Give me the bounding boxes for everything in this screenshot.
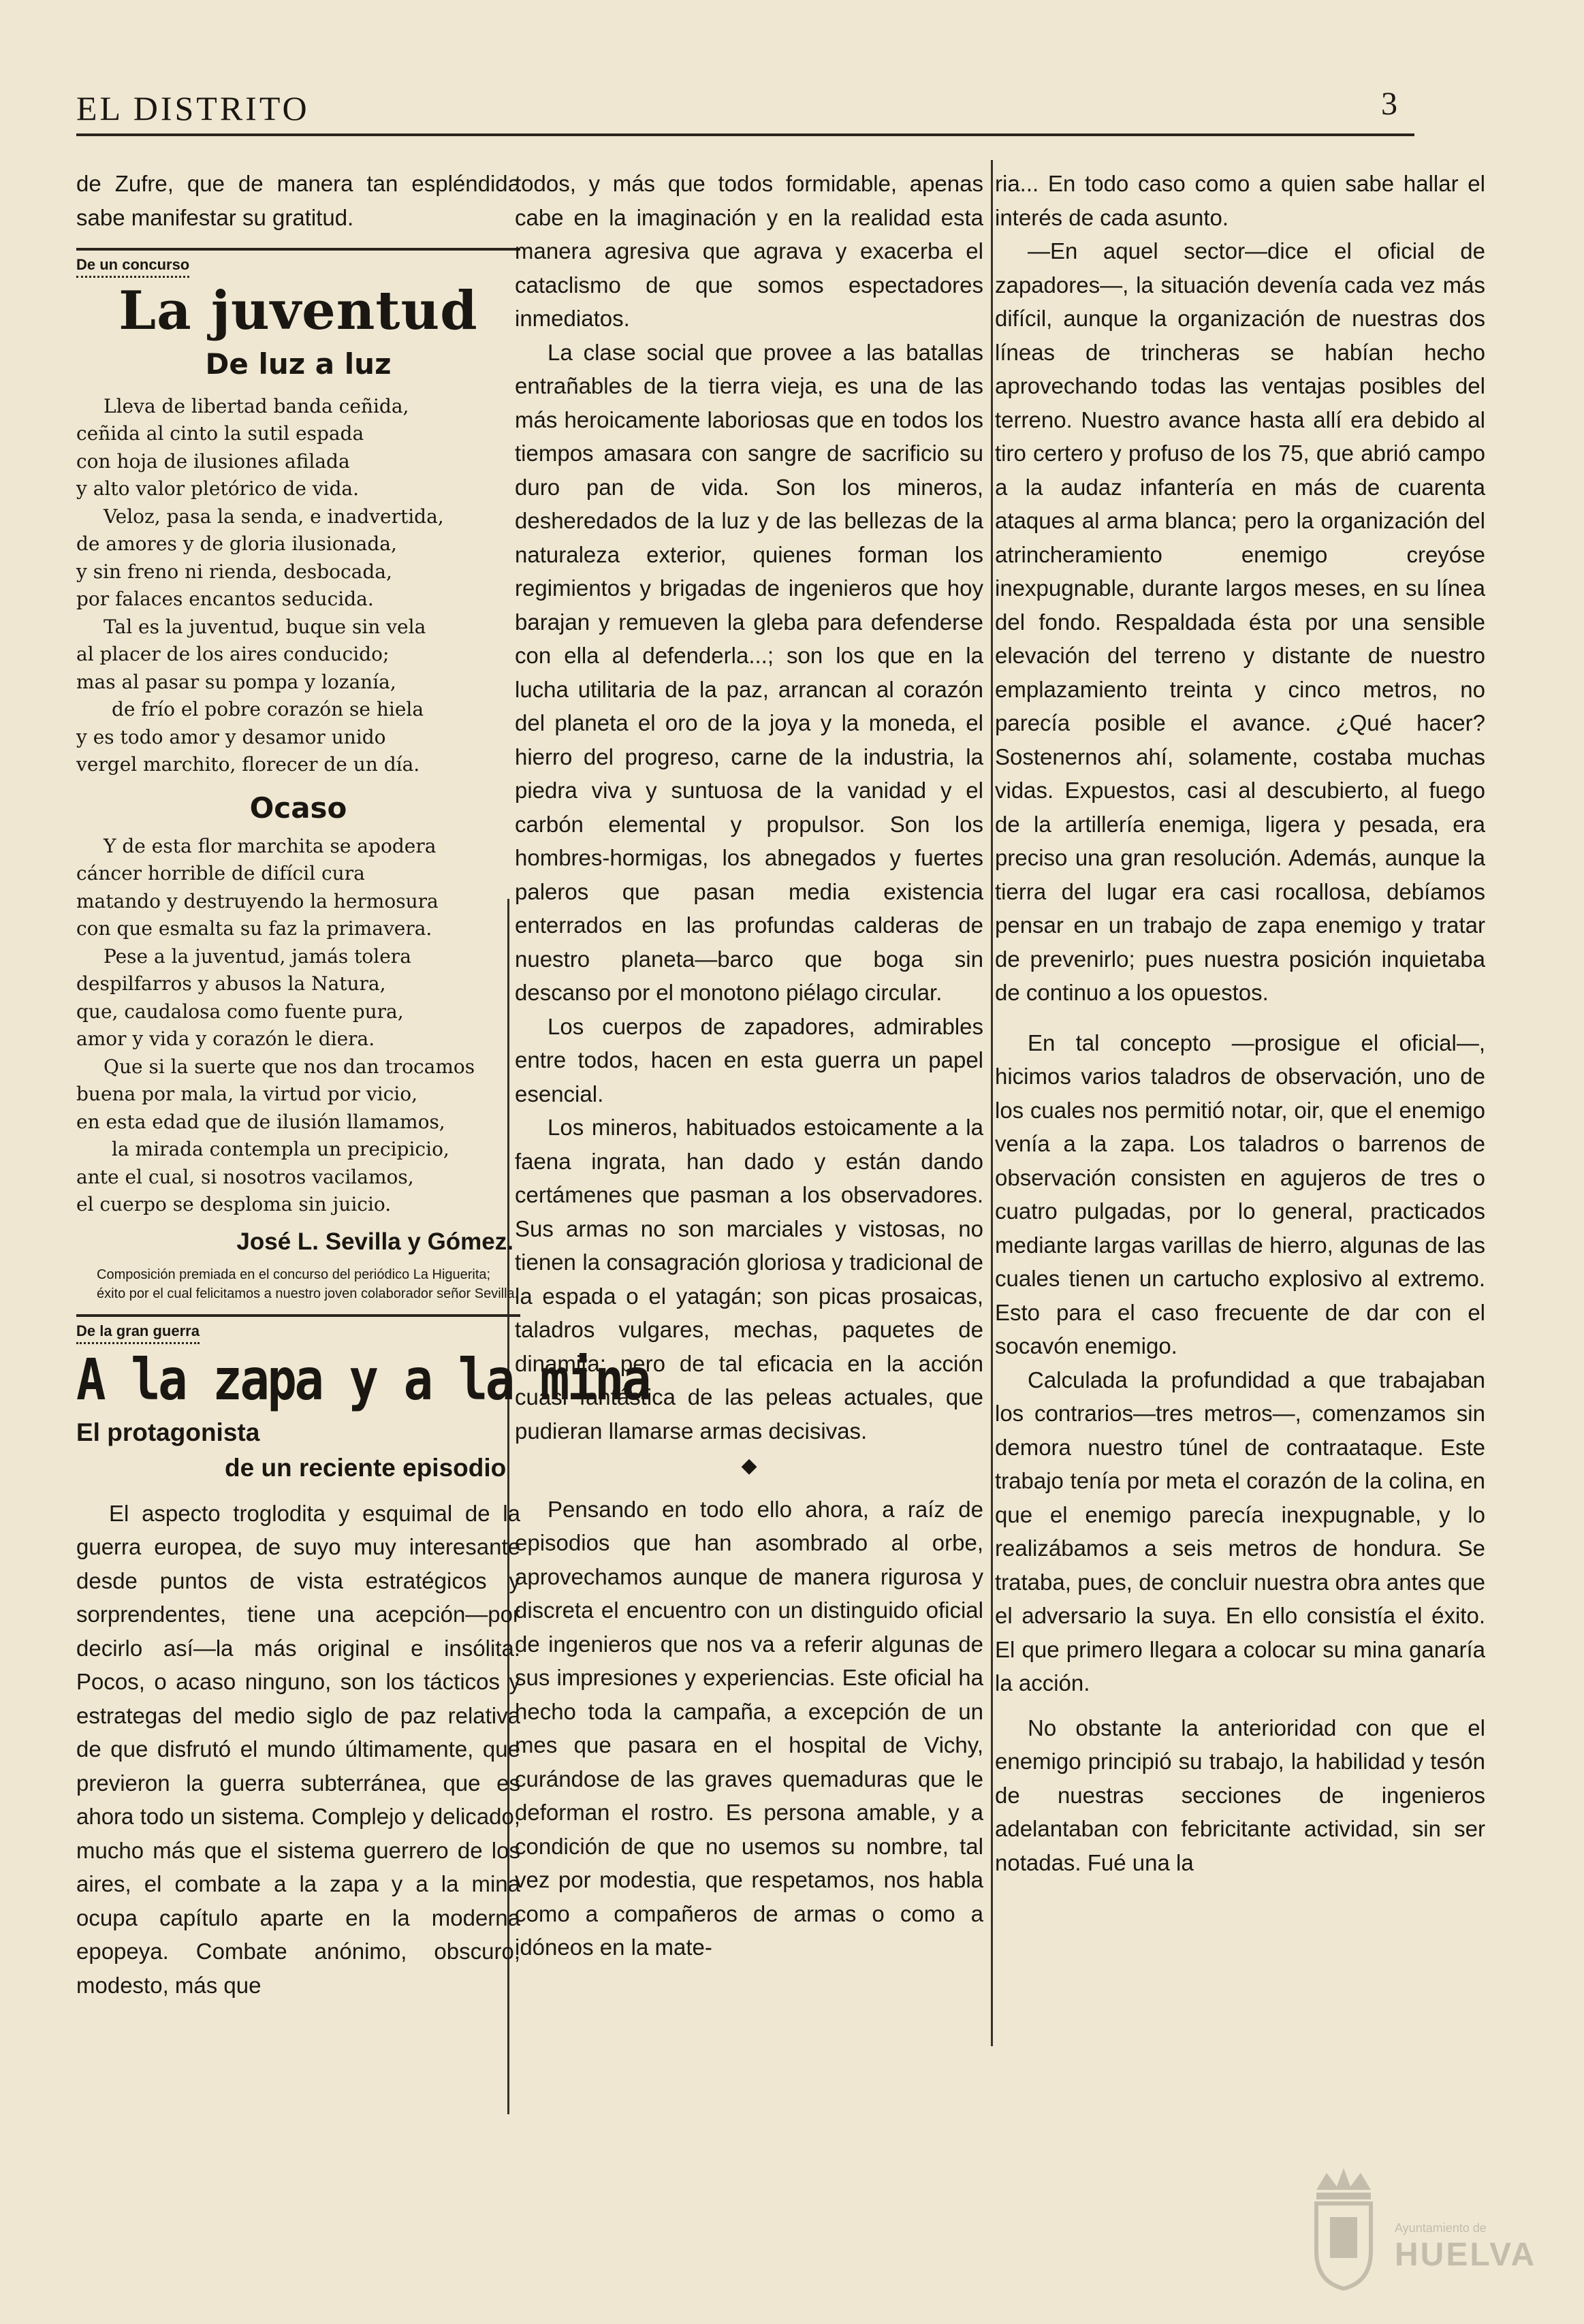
article-body [995,167,1485,1879]
crown-shield-icon [1306,2163,1381,2292]
poem-line: mas al pasar su pompa y lozanía, [76,670,396,693]
paragraph: El aspecto troglodita y esquimal de la guerra europea, de suyo muy interesante desde puntos de vista estratégicos y sorprendentes, tiene una acepción—por decirlo así—la más original e insólita. Pocos, o acaso ninguno, son los tácticos y estrategas del medio siglo de paz relativa de que disfrutó el mundo últimamente, que previeron la guerra subterránea, que es ahora todo un sistema. Complejo y delicado, mucho más que el sistema guerrero de los aires, el combate a la zapa y a la mina ocupa capítulo aparte en la moderna epopeya. Combate anónimo, obscuro, modesto, más que [76,1500,520,1998]
poem-line: buena por mala, la virtud por vicio, [76,1083,417,1106]
paragraph: ria... En todo caso como a quien sabe hallar el interés de cada asunto. [995,171,1485,230]
carry-over-text [76,167,520,234]
poem-line: Lleva de libertad banda ceñida, [104,394,409,417]
poem-line: Y de esta flor marchita se apodera [104,834,437,857]
article-subtitle: El protagonista [76,1418,260,1446]
paragraph: No obstante la anterioridad con que el enemigo principió su trabajo, la habilidad y tesón de nuestras secciones de ingenieros adelantaban con febricitante actividad, sin ser notadas. Fué una la [995,1715,1485,1875]
section-rule [76,1314,520,1317]
poem-line: matando y destruyendo la hermosura [76,889,439,912]
poem-line: Tal es la juventud, buque sin vela [104,615,426,638]
diamond-separator-icon: ◆ [741,1454,757,1477]
author-signature: José L. Sevilla y Gómez. [236,1228,513,1255]
paragraph: todos, y más que todos formidable, apenas cabe en la imaginación y en la realidad esta manera agresiva que agrava y exacerba el cataclismo de que somos espectadores inmediatos. [515,171,983,331]
poem-line: Veloz, pasa la senda, e inadvertida, [104,505,444,528]
poem-line: Pese a la juventud, jamás tolera [104,944,411,968]
article-subtitle: de un reciente episodio [225,1453,507,1482]
poem-line: en esta edad que de ilusión llamamos, [76,1110,445,1133]
page-header [76,80,1414,136]
paragraph: Los cuerpos de zapadores, admirables entre todos, hacen en esta guerra un papel esencial. [515,1013,983,1107]
poem-line: amor y vida y corazón le diera. [76,1028,375,1051]
column-divider [991,160,993,2046]
paragraph: Los mineros, habituados estoicamente a la faena ingrata, han dado y están dando certámenes que pasman a los observadores. Sus armas no son marciales y vistosas, no tienen la consagración gloriosa y tradicional de la espada o el yatagán; son picas prosaicas, taladros vulgares, mechas, paquetes de dinamita; pero de tal eficacia en la acción cuasi fantástica de las peleas actuales, que pudieran llamarse armas decisivas. [515,1115,983,1444]
poem-line: Que si la suerte que nos dan trocamos [104,1055,475,1078]
column-2 [515,167,983,2128]
article-title: A la zapa y a la mina [76,1346,650,1413]
page-number: 3 [1381,86,1397,122]
paragraph: Calculada la profundidad a que trabajaban los contrarios—tres metros—, comenzamos sin demora nuestro túnel de contraataque. Este trabajo tenía por meta el corazón de la colina, en que el enemigo parecía inexpugnable, y lo realizábamos a seis metros de hondura. Se trataba, pues, de concluir nuestra obra antes que el adversario la suya. En ello consistía el éxito. El que primero llegara a colocar su mina ganaría la acción. [995,1367,1485,1696]
poem-line: despilfarros y abusos la Natura, [76,972,386,996]
poem-line: con hoja de ilusiones afilada [76,449,350,473]
poem-line: el cuerpo se desploma sin juicio. [76,1193,392,1216]
paragraph: En tal concepto —prosigue el oficial—, hicimos varios taladros de observación, uno de los cuales nos permitió notar, oir, que el enemigo venía a la zapa. Los taladros o barrenos de observación consisten en agujeros de tres o cuatro pulgadas, por lo general, practicados mediante largas varillas de hierro, algunas de las cuales tienen un cartucho explosivo al extremo. Esto para el caso frecuente de dar con el socavón enemigo. [995,1030,1485,1358]
poem-title: De luz a luz [205,347,392,381]
article-body [515,167,983,1964]
archive-watermark [1306,2163,1551,2299]
article-body [76,1497,520,2003]
section-rule [76,248,520,251]
paragraph: La clase social que provee a las batallas entrañables de la tierra vieja, es una de las más heroicamente laboriosas que en todos los tiempos amasara con sangre de sacrificio su duro pan de vida. Son los mineros, desheredados de la luz y de las bellezas de la naturaleza exterior, quienes forman los regimientos y brigadas de ingenieros que hoy barajan y remueven la gleba para defenderse con ella al defenderla...; son los que en la lucha utilitaria de la paz, arrancan al corazón del planeta el oro de la joya y la moneda, el hierro del progreso, carne de la industria, la piedra viva y suntuosa de la vanidad y el carbón elemental y propulsor. Son los hombres-hormigas, los abnegados y fuertes paleros que pasan media existencia enterrados en las profundas calderas de nuestro planeta—barco que boga sin descanso por el monotono piélago circular. [515,339,983,1005]
watermark-bottom: HUELVA [1395,2237,1537,2273]
poem [76,833,520,1219]
poem-line: la mirada contempla un precipicio, [112,1138,449,1161]
poem-line: y es todo amor y desamor unido [76,725,386,748]
article-title: La juventud [118,280,478,342]
poem-line: ceñida al cinto la sutil espada [76,422,364,445]
poem-line: vergel marchito, florecer de un día. [76,753,420,776]
poem-line: por falaces encantos seducida. [76,588,374,611]
paragraph: —En aquel sector—dice el oficial de zapadores—, la situación devenía cada vez más difícil, aunque la organización de nuestras dos líneas de trincheras se habían hecho aprovechando todas las ventajas posibles del terreno. Nuestro avance hasta allí era debido al tiro certero y profuso de los 75, que abrió campo a la audaz infantería en más de cuarenta ataques al arma blanca; pero la organización del atrincheramiento enemigo creyóse inexpugnable, durante largos meses, en su línea del fondo. Respaldada ésta por una sensible elevación del terreno y distante de nuestro emplazamiento treinta y cinco metros, no parecía posible el avance. ¿Qué hacer? Sostenernos ahí, solamente, costaba muchas vidas. Expuestos, casi al descubierto, al fuego de la artillería enemiga, ligera y pesada, era preciso una gran resolución. Además, aunque la tierra del lugar era casi rocallosa, debíamos pensar en un trabajo de zapa enemigo y tratar de prevenirlo; pues nuestra posición inquietaba de continuo a los opuestos. [995,238,1485,1005]
paragraph: de Zufre, que de manera tan espléndida sabe manifestar su gratitud. [76,171,520,230]
column-3 [995,167,1485,2128]
poem-line: que, caudalosa como fuente pura, [76,1000,404,1023]
column-1 [76,167,650,2128]
poem-line: y sin freno ni rienda, desbocada, [76,560,392,583]
editor-note: Composición premiada en el concurso del periódico La Higuerita; éxito por el cual felicitamos a nuestro joven colaborador señor Sevilla. [97,1267,519,1301]
poem [76,393,520,779]
poem-line: de frío el pobre corazón se hiela [112,698,424,721]
poem-line: y alto valor pletórico de vida. [76,477,360,500]
watermark-top: Ayuntamiento de [1395,2221,1487,2235]
section-label: De la gran guerra [76,1322,200,1344]
poem-line: con que esmalta su faz la primavera. [76,917,432,940]
poem-line: cáncer horrible de difícil cura [76,862,365,885]
newspaper-title: EL DISTRITO [76,89,310,127]
poem-line: al placer de los aires conducido; [76,643,390,666]
poem-line: de amores y de gloria ilusionada, [76,532,397,556]
poem-title: Ocaso [249,791,347,825]
paragraph: Pensando en todo ello ahora, a raíz de episodios que han asombrado al orbe, aprovechamos aunque de manera rigurosa y discreta el encuentro con un distinguido oficial de ingenieros que nos va a referir algunas de sus impresiones y experiencias. Este oficial ha hecho toda la campaña, a excepción de un mes que pasara en el hospital de Vichy, curándose de las graves quemaduras que le deforman el rostro. Es persona amable, y a condición de que no usemos su nombre, tal vez por modestia, que respetamos, nos habla como a compañeros de armas o como a idóneos en la mate- [515,1496,983,1960]
section-label: De un concurso [76,256,189,278]
poem-line: ante el cual, si nosotros vacilamos, [76,1165,414,1188]
